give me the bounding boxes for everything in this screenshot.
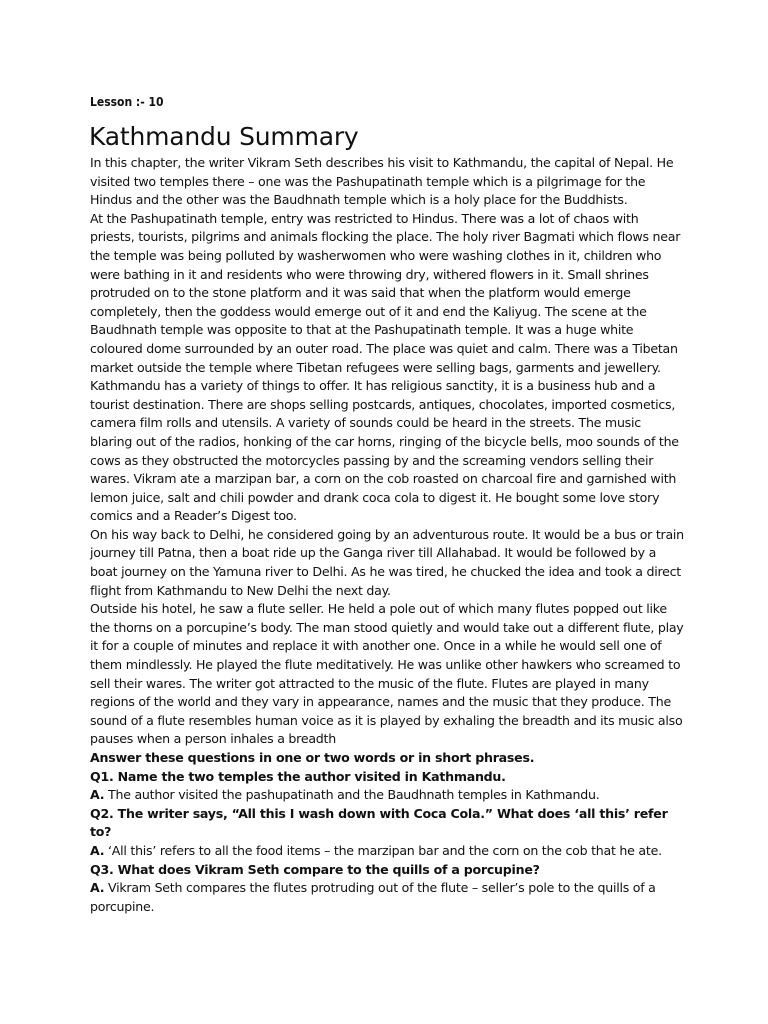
answer-2-text: ‘All this’ refers to all the food items – the marzipan bar and the corn on the cob that he ate.	[104, 842, 662, 858]
answer-3-text: Vikram Seth compares the flutes protruding out of the flute – seller’s pole to the quills of a porcupine.	[90, 880, 656, 914]
summary-paragraph-5: Outside his hotel, he saw a flute seller. He held a pole out of which many flutes popped out like the thorns on a porcupine’s body. The man stood quietly and would take out a different flute, play it for a couple of minutes and replace it with another one. Once in a while he would sell one of them mindlessly. He played the flute meditatively. He was unlike other hawkers who screamed to sell their wares. The writer got attracted to the music of the flute. Flutes are played in many regions of the world and they vary in appearance, names and the music that they produce. The sound of a flute resembles human voice as it is played by exhaling the breadth and its music also pauses when a person inhales a breadth	[90, 601, 684, 747]
question-3: Q3. What does Vikram Seth compare to the quills of a porcupine?	[90, 861, 540, 877]
answer-1-prefix: A.	[90, 787, 105, 803]
document-page	[90, 90, 686, 916]
answer-1-text: The author visited the pashupatinath and the Baudhnath temples in Kathmandu.	[104, 787, 600, 803]
summary-paragraph-3: Kathmandu has a variety of things to offer. It has religious sanctity, it is a business hub and a tourist destination. There are shops selling postcards, antiques, chocolates, imported cosmetics, camera film rolls and utensils. A variety of sounds could be heard in the streets. The music blaring out of the radios, honking of the car horns, ringing of the bicycle bells, moo sounds of the cows as they obstructed the motorcycles passing by and the screaming vendors selling their wares. Vikram ate a marzipan bar, a corn on the cob roasted on charcoal fire and garnished with lemon juice, salt and chili powder and drank coca cola to digest it. He bought some love story comics and a Reader’s Digest too.	[90, 378, 679, 524]
summary-paragraph-4: On his way back to Delhi, he considered going by an adventurous route. It would be a bus or train journey till Patna, then a boat ride up the Ganga river till Allahabad. It would be followed by a boat journey on the Yamuna river to Delhi. As he was tired, he chucked the idea and took a direct flight from Kathmandu to New Delhi the next day.	[90, 526, 684, 598]
question-1: Q1. Name the two temples the author visited in Kathmandu.	[90, 768, 506, 784]
answer-2-prefix: A.	[90, 842, 105, 858]
question-2: Q2. The writer says, “All this I wash down with Coca Cola.” What does ‘all this’ refer to?	[90, 805, 668, 840]
answer-1	[90, 786, 686, 805]
qa-heading: Answer these questions in one or two words or in short phrases.	[90, 750, 535, 765]
answer-2	[90, 842, 686, 861]
answer-3	[90, 879, 686, 916]
summary-paragraph-2: At the Pashupatinath temple, entry was restricted to Hindus. There was a lot of chaos with priests, tourists, pilgrims and animals flocking the place. The holy river Bagmati which flows near the temple was being polluted by washerwomen who were washing clothes in it, children who were bathing in it and residents who were throwing dry, withered flowers in it. Small shrines protruded on to the stone platform and it was said that when the platform would emerge completely, then the goddess would emerge out of it and end the Kaliyug. The scene at the Baudhnath temple was opposite to that at the Pashupatinath temple. It was a huge white coloured dome surrounded by an outer road. The place was quiet and calm. There was a Tibetan market outside the temple where Tibetan refugees were selling bags, garments and jewellery.	[90, 210, 681, 375]
answer-3-prefix: A.	[90, 880, 105, 896]
page-title: Kathmandu Summary	[89, 122, 359, 151]
summary-paragraph-1: In this chapter, the writer Vikram Seth describes his visit to Kathmandu, the capital of Nepal. He visited two temples there – one was the Pashupatinath temple which is a pilgrimage for the Hindus and the other was the Baudhnath temple which is a holy place for the Buddhists.	[90, 155, 674, 208]
lesson-label: Lesson :- 10	[90, 95, 164, 109]
summary-body	[90, 154, 686, 916]
